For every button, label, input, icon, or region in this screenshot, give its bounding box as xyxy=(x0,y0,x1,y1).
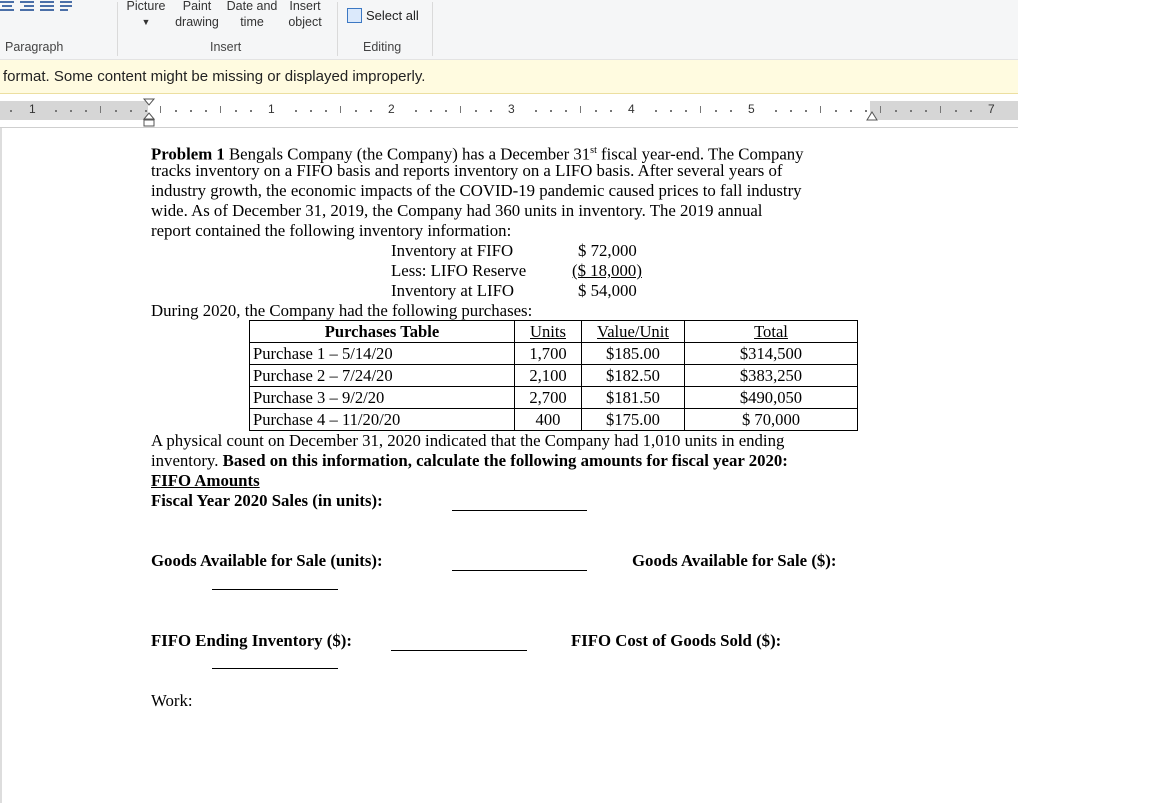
ruler-tick xyxy=(85,110,87,112)
chevron-down-icon: ▼ xyxy=(141,17,151,27)
question-sales-units: Fiscal Year 2020 Sales (in units): xyxy=(151,491,383,510)
compatibility-infobar xyxy=(0,60,1018,94)
ruler-tick xyxy=(100,106,101,113)
datetime-label-1: Date and xyxy=(226,0,278,13)
ruler-tick xyxy=(670,110,672,112)
ruler-tick xyxy=(10,110,12,112)
align-center-icon[interactable] xyxy=(0,0,14,14)
problem-line-3: industry growth, the economic impacts of the COVID-19 pandemic caused prices to fall industry xyxy=(151,181,802,200)
table-row xyxy=(250,365,858,387)
group-separator xyxy=(432,2,433,56)
ruler-tick xyxy=(580,106,581,113)
answer-blank-fifo-ending-inventory[interactable] xyxy=(391,650,527,651)
superscript-st: st xyxy=(590,145,597,156)
ruler-tick xyxy=(955,110,957,112)
group-separator xyxy=(117,2,118,56)
table-cell: $383,250 xyxy=(685,365,858,387)
problem-line-5: report contained the following inventory information: xyxy=(151,221,512,240)
question-gafs-units: Goods Available for Sale (units): xyxy=(151,551,383,570)
infobar-message: format. Some content might be missing or displayed improperly. xyxy=(3,68,426,85)
ruler-tick xyxy=(370,110,372,112)
answer-blank-gafs-dollars[interactable] xyxy=(212,589,338,590)
table-cell: Purchase 1 – 5/14/20 xyxy=(250,343,515,365)
ruler-tick xyxy=(220,106,221,113)
inventory-label: Inventory at FIFO xyxy=(391,241,514,260)
ruler-tick xyxy=(820,106,821,113)
table-row xyxy=(250,387,858,409)
ruler-tick xyxy=(895,110,897,112)
inventory-value: $ 72,000 xyxy=(578,241,637,260)
group-label-paragraph: Paragraph xyxy=(5,40,64,54)
align-right-icon[interactable] xyxy=(20,0,34,14)
ruler-tick xyxy=(55,110,57,112)
ruler-tick xyxy=(655,110,657,112)
picture-button[interactable] xyxy=(125,0,167,30)
paragraph-mark-icon[interactable] xyxy=(60,0,74,14)
ruler-tick xyxy=(925,110,927,112)
question-fifo-ending-inventory: FIFO Ending Inventory ($): xyxy=(151,631,352,650)
group-label-insert: Insert xyxy=(210,40,242,54)
paint-label-1: Paint xyxy=(182,0,212,13)
problem-text: Bengals Company (the Company) has a December 31 xyxy=(224,144,591,164)
ruler-tick xyxy=(535,110,537,112)
ribbon-empty-area xyxy=(1018,0,1152,59)
paint-drawing-button[interactable] xyxy=(172,0,222,30)
paragraph-tools xyxy=(0,0,74,18)
table-header: Purchases Table xyxy=(250,321,515,343)
ruler-tick xyxy=(940,106,941,113)
ruler-tick xyxy=(910,110,912,112)
select-all-icon xyxy=(347,8,362,23)
question-gafs-dollars: Goods Available for Sale ($): xyxy=(632,551,837,570)
problem-line-2: tracks inventory on a FIFO basis and reports inventory on a LIFO basis. After several years of xyxy=(151,161,783,180)
right-indent-marker[interactable] xyxy=(865,110,879,124)
ruler-number: 3 xyxy=(508,102,515,116)
table-header-row xyxy=(250,321,858,343)
ruler-tick xyxy=(610,110,612,112)
table-cell: Purchase 2 – 7/24/20 xyxy=(250,365,515,387)
answer-blank-fifo-cogs[interactable] xyxy=(212,668,338,669)
ruler-tick xyxy=(700,106,701,113)
ruler-tick xyxy=(295,110,297,112)
table-cell: 400 xyxy=(515,409,582,431)
ruler-tick xyxy=(835,110,837,112)
count-line-2-bold: Based on this information, calculate the following amounts for fiscal year 2020: xyxy=(222,451,788,470)
ruler-left-margin xyxy=(0,101,148,120)
table-cell: $314,500 xyxy=(685,343,858,365)
ruler-tick xyxy=(460,106,461,113)
ruler-tick xyxy=(70,110,72,112)
ruler-number: 1 xyxy=(29,102,36,116)
inventory-label: Inventory at LIFO xyxy=(391,281,515,300)
table-cell: $185.00 xyxy=(582,343,685,365)
page-edge xyxy=(0,128,2,803)
select-all-label: Select all xyxy=(366,8,419,23)
ruler-tick xyxy=(565,110,567,112)
ruler-number: 2 xyxy=(388,102,395,116)
table-cell: $181.50 xyxy=(582,387,685,409)
ruler-tick xyxy=(160,106,161,113)
ruler-tick xyxy=(190,110,192,112)
ruler-tick xyxy=(430,110,432,112)
select-all-button[interactable] xyxy=(347,8,419,23)
ruler-tick xyxy=(250,110,252,112)
table-cell: 2,100 xyxy=(515,365,582,387)
ruler-tick xyxy=(970,110,972,112)
paint-label-2: drawing xyxy=(175,15,219,29)
table-header: Value/Unit xyxy=(582,321,685,343)
insert-object-button[interactable] xyxy=(284,0,326,30)
problem-line-4: wide. As of December 31, 2019, the Company had 360 units in inventory. The 2019 annual xyxy=(151,201,763,220)
table-cell: $182.50 xyxy=(582,365,685,387)
answer-blank-gafs-units[interactable] xyxy=(452,570,587,571)
insert-label-2: object xyxy=(288,15,322,29)
ruler-tick xyxy=(475,110,477,112)
ruler-number: 7 xyxy=(988,102,995,116)
ruler-tick xyxy=(850,110,852,112)
ribbon xyxy=(0,0,1018,60)
left-indent-marker[interactable] xyxy=(142,98,156,128)
ruler-tick xyxy=(775,110,777,112)
question-fifo-cogs: FIFO Cost of Goods Sold ($): xyxy=(571,631,782,650)
ruler-tick xyxy=(490,110,492,112)
count-line-1: A physical count on December 31, 2020 indicated that the Company had 1,010 units in ending xyxy=(151,431,785,450)
ruler-tick xyxy=(445,110,447,112)
ruler-tick xyxy=(805,110,807,112)
table-cell: 2,700 xyxy=(515,387,582,409)
ruler-tick xyxy=(415,110,417,112)
ruler-tick xyxy=(730,110,732,112)
ruler-tick xyxy=(355,110,357,112)
purchases-table xyxy=(249,320,858,431)
ruler-tick xyxy=(235,110,237,112)
table-cell: $490,050 xyxy=(685,387,858,409)
ruler-number: 5 xyxy=(748,102,755,116)
ruler-tick xyxy=(550,110,552,112)
justify-icon[interactable] xyxy=(40,0,54,14)
ruler-tick xyxy=(790,110,792,112)
answer-blank-sales-units[interactable] xyxy=(452,510,587,511)
table-cell: $ 70,000 xyxy=(685,409,858,431)
work-label: Work: xyxy=(151,691,193,710)
ruler-number: 4 xyxy=(628,102,635,116)
table-row xyxy=(250,409,858,431)
problem-label: Problem 1 xyxy=(151,144,225,164)
purchases-intro: During 2020, the Company had the following purchases: xyxy=(151,301,533,320)
table-row xyxy=(250,343,858,365)
ruler-tick xyxy=(205,110,207,112)
inventory-label: Less: LIFO Reserve xyxy=(391,261,527,280)
ruler-tick xyxy=(115,110,117,112)
ruler-number: 1 xyxy=(268,102,275,116)
date-time-button[interactable] xyxy=(224,0,280,30)
count-line-2-plain: inventory. xyxy=(151,451,223,470)
ruler-tick xyxy=(340,106,341,113)
ruler-tick xyxy=(130,110,132,112)
table-cell: $175.00 xyxy=(582,409,685,431)
ruler-tick xyxy=(685,110,687,112)
table-cell: Purchase 4 – 11/20/20 xyxy=(250,409,515,431)
picture-label: Picture xyxy=(126,0,166,13)
ruler-tick xyxy=(310,110,312,112)
table-cell: 1,700 xyxy=(515,343,582,365)
datetime-label-2: time xyxy=(240,15,264,29)
ruler-right-margin xyxy=(870,101,1018,120)
fifo-heading: FIFO Amounts xyxy=(151,471,260,490)
table-header: Total xyxy=(685,321,858,343)
inventory-value: $ 54,000 xyxy=(578,281,637,300)
group-separator xyxy=(337,2,338,56)
inventory-value: ($ 18,000) xyxy=(572,261,642,280)
ruler-tick xyxy=(325,110,327,112)
count-line-2 xyxy=(151,451,788,471)
problem-text-end: fiscal year-end. The Company xyxy=(596,144,804,164)
table-cell: Purchase 3 – 9/2/20 xyxy=(250,387,515,409)
ruler-tick xyxy=(595,110,597,112)
ruler-tick xyxy=(880,106,881,113)
table-header: Units xyxy=(515,321,582,343)
ruler-tick xyxy=(715,110,717,112)
group-label-editing: Editing xyxy=(363,40,402,54)
ruler-tick xyxy=(175,110,177,112)
insert-label-1: Insert xyxy=(289,0,321,13)
